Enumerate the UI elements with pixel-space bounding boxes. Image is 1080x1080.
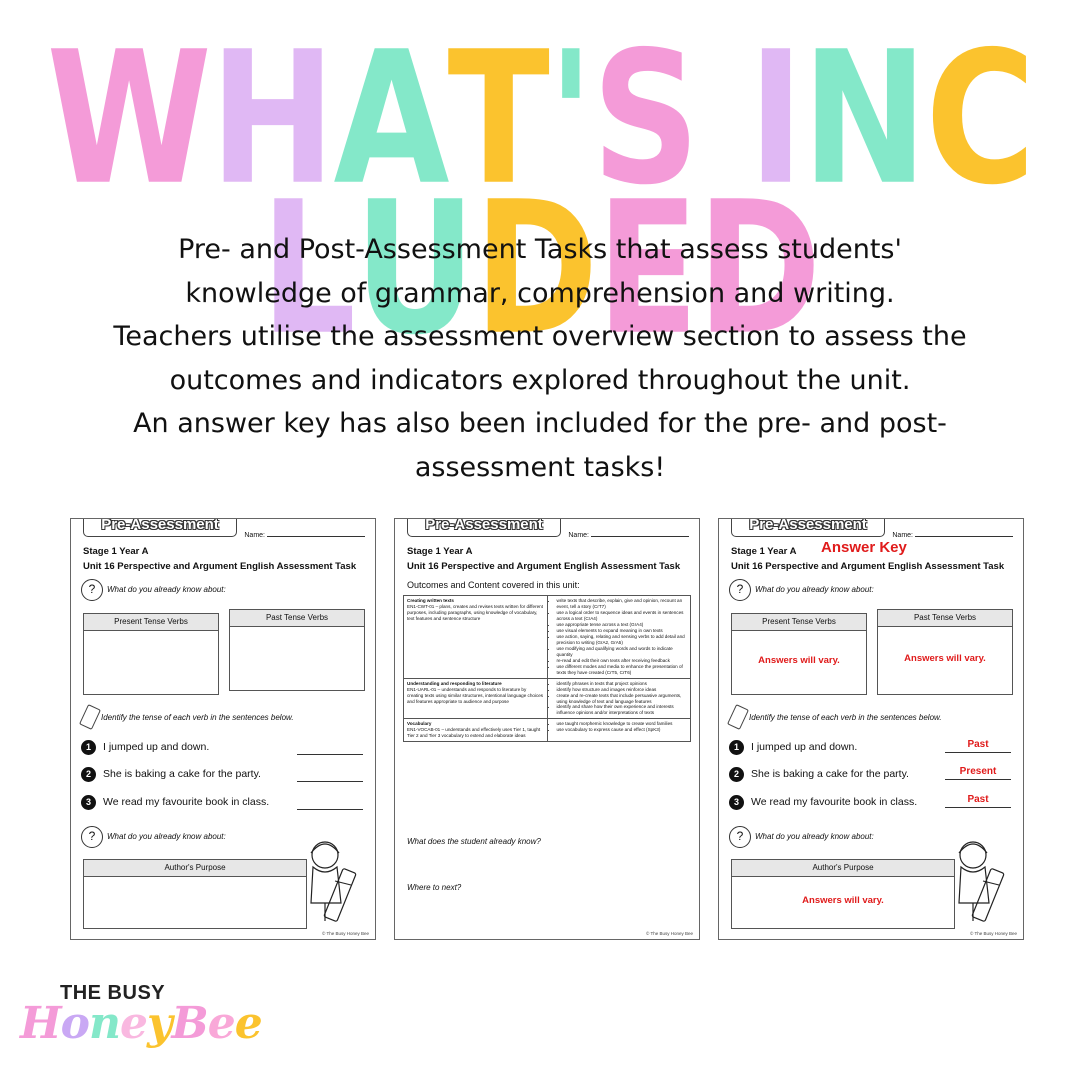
number-badge: 1 bbox=[729, 740, 744, 755]
answer-text: Past bbox=[945, 739, 1011, 753]
indicator-item: • use vocabulary to express cause and effect (SpK3) bbox=[557, 727, 688, 733]
sentence: I jumped up and down. bbox=[103, 741, 210, 753]
title-letter: ' bbox=[547, 13, 592, 226]
where-next-prompt: Where to next? bbox=[407, 883, 462, 892]
outcome-row bbox=[404, 678, 691, 719]
outcome-cell bbox=[404, 678, 548, 719]
brand-logo bbox=[20, 982, 270, 1062]
answer-line bbox=[297, 796, 363, 810]
pre-assessment-tab: Pre-Assessment bbox=[731, 518, 885, 537]
outcomes-title: Outcomes and Content covered in this unit: bbox=[407, 580, 580, 590]
outcome-row bbox=[404, 596, 691, 679]
unit-label: Unit 16 Perspective and Argument English Assessment Task bbox=[83, 561, 357, 572]
prompt-text: What do you already know about: bbox=[755, 585, 874, 594]
indicator-item: • use taught morphemic knowledge to create word families bbox=[557, 721, 688, 727]
sentence: She is baking a cake for the party. bbox=[751, 768, 909, 780]
logo-letter: o bbox=[60, 998, 89, 1049]
sentence: We read my favourite book in class. bbox=[751, 796, 918, 808]
title-letter: D bbox=[696, 163, 820, 376]
footer: © The Busy Honey Bee bbox=[321, 931, 369, 936]
logo-letter: e bbox=[207, 998, 235, 1049]
present-tense-header: Present Tense Verbs bbox=[731, 613, 867, 631]
stage-label: Stage 1 Year A bbox=[407, 546, 473, 557]
authors-purpose-header: Author's Purpose bbox=[731, 859, 955, 877]
logo-letter: e bbox=[234, 998, 262, 1049]
number-badge: 2 bbox=[729, 767, 744, 782]
logo-letter: H bbox=[20, 998, 61, 1049]
indicator-cell bbox=[547, 719, 691, 742]
answer-line bbox=[297, 741, 363, 755]
description-line: An answer key has also been included for the pre- and post- bbox=[133, 408, 947, 439]
logo-letter: n bbox=[88, 998, 120, 1049]
prompt-text: What do you already know about: bbox=[107, 585, 226, 594]
authors-purpose-box bbox=[83, 877, 307, 929]
logo-letter: e bbox=[119, 998, 147, 1049]
indicator-item: • use action, saying, relating and sensing verbs to add detail and precision to writing (GrA2, GrA5) bbox=[557, 634, 688, 646]
outcome-body: EN1-CWT-01 – plans, creates and revises texts written for different purposes, including paragraphs, using knowledge of vocabulary, text features and sentence structure bbox=[407, 603, 543, 621]
indicator-item: • use a logical order to sequence ideas and events in sentences across a text (CrA4) bbox=[557, 610, 688, 622]
outcomes-table bbox=[403, 595, 691, 742]
title-letter: L bbox=[260, 163, 355, 376]
logo-letter: y bbox=[146, 998, 172, 1049]
assessment-overview-page bbox=[394, 518, 700, 940]
description-line: assessment tasks! bbox=[414, 451, 666, 483]
indicator-cell bbox=[547, 678, 691, 719]
unit-label: Unit 16 Perspective and Argument English Assessment Task bbox=[407, 561, 681, 572]
present-tense-box bbox=[83, 631, 219, 695]
footer: © The Busy Honey Bee bbox=[645, 931, 693, 936]
outcome-body: EN1-UARL-01 – understands and responds to literature by creating texts using similar structures, intentional language choices and features appropriate to audience and purpose bbox=[407, 686, 544, 704]
logo-letter: B bbox=[171, 998, 208, 1049]
outcome-cell bbox=[404, 719, 548, 742]
present-tense-answer: Answers will vary. bbox=[731, 631, 867, 695]
pre-assessment-tab: Pre-Assessment bbox=[83, 518, 237, 537]
indicator-item: • create and re-create texts that include persuasive arguments, using knowledge of text and language features bbox=[557, 693, 688, 705]
prompt-text: What do you already know about: bbox=[755, 832, 874, 841]
identify-instruction: Identify the tense of each verb in the sentences below. bbox=[101, 713, 294, 722]
title-letter: D bbox=[473, 163, 597, 376]
sentence: I jumped up and down. bbox=[751, 741, 858, 753]
number-badge: 3 bbox=[81, 795, 96, 810]
outcome-title: Vocabulary bbox=[407, 721, 432, 727]
title-letter: T bbox=[447, 13, 548, 226]
indicator-item: • use visual elements to expand meaning in own texts bbox=[557, 628, 688, 634]
indicator-item: • write texts that describe, explain, give and opinion, recount an event, tell a story (CrT7) bbox=[557, 598, 688, 610]
authors-purpose-answer: Answers will vary. bbox=[731, 877, 955, 929]
footer: © The Busy Honey Bee bbox=[969, 931, 1017, 936]
title-letter: S bbox=[591, 13, 698, 226]
outcome-title: Understanding and responding to literature bbox=[407, 680, 502, 686]
number-badge: 3 bbox=[729, 795, 744, 810]
name-field bbox=[568, 532, 689, 539]
logo-script-text bbox=[20, 998, 262, 1049]
title-letter: A bbox=[333, 13, 448, 226]
outcome-cell bbox=[404, 596, 548, 679]
pre-assessment-page bbox=[70, 518, 376, 940]
question-icon: ? bbox=[729, 826, 751, 848]
name-field bbox=[892, 532, 1013, 539]
answer-key-page bbox=[718, 518, 1024, 940]
number-badge: 2 bbox=[81, 767, 96, 782]
title-letter: E bbox=[596, 163, 697, 376]
indicator-item: • use modifying and qualifying words and words to indicate quantity bbox=[557, 646, 688, 658]
title-letter: U bbox=[354, 163, 474, 376]
description-line: Teachers utilise the assessment overview section to assess the bbox=[113, 321, 967, 352]
authors-purpose-header: Author's Purpose bbox=[83, 859, 307, 877]
question-icon: ? bbox=[81, 826, 103, 848]
name-field bbox=[244, 532, 365, 539]
indicator-item: • identify how structure and images reinforce ideas bbox=[557, 687, 688, 693]
pencil-icon bbox=[79, 704, 101, 730]
past-tense-header: Past Tense Verbs bbox=[877, 609, 1013, 627]
already-know-prompt: What does the student already know? bbox=[407, 837, 541, 846]
description-line: outcomes and indicators explored throughout the unit. bbox=[169, 364, 911, 396]
stage-label: Stage 1 Year A bbox=[731, 546, 797, 557]
name-label: Name: bbox=[892, 532, 913, 539]
description-line: Pre- and Post-Assessment Tasks that assess students' bbox=[178, 234, 902, 265]
title-letter: W bbox=[46, 13, 210, 226]
girl-with-pencil-illustration bbox=[953, 833, 1015, 925]
past-tense-answer: Answers will vary. bbox=[877, 627, 1013, 695]
pencil-icon bbox=[727, 704, 749, 730]
indicator-item: • re-read and edit their own texts after receiving feedback bbox=[557, 658, 688, 664]
indicator-cell bbox=[547, 596, 691, 679]
indicator-item: • identify phrases in texts that project opinions bbox=[557, 681, 688, 687]
answer-text: Past bbox=[945, 794, 1011, 808]
answer-key-label: Answer Key bbox=[821, 539, 907, 556]
sentence: She is baking a cake for the party. bbox=[103, 768, 261, 780]
name-label: Name: bbox=[244, 532, 265, 539]
prompt-text: What do you already know about: bbox=[107, 832, 226, 841]
identify-instruction: Identify the tense of each verb in the sentences below. bbox=[749, 713, 942, 722]
sentence: We read my favourite book in class. bbox=[103, 796, 270, 808]
title-letter: I bbox=[748, 13, 802, 226]
logo-bee bbox=[172, 998, 262, 1049]
present-tense-header: Present Tense Verbs bbox=[83, 613, 219, 631]
outcome-body: EN1-VOCAB-01 – understands and effectively uses Tier 1, taught Tier 2 and Tier 3 vocabulary to extend and elaborate ideas bbox=[407, 727, 541, 739]
question-icon: ? bbox=[729, 579, 751, 601]
number-badge: 1 bbox=[81, 740, 96, 755]
indicator-item: • use appropriate tense across a text (GrA4) bbox=[557, 622, 688, 628]
answer-line bbox=[297, 768, 363, 782]
stage-label: Stage 1 Year A bbox=[83, 546, 149, 557]
indicator-item: • identify and share how their own experience and interests influence opinions and/or interpretations of texts bbox=[557, 704, 688, 716]
pre-assessment-tab: Pre-Assessment bbox=[407, 518, 561, 537]
past-tense-header: Past Tense Verbs bbox=[229, 609, 365, 627]
title-letter: C bbox=[925, 13, 1034, 226]
description bbox=[40, 228, 1040, 489]
question-icon: ? bbox=[81, 579, 103, 601]
logo-honey bbox=[20, 998, 172, 1049]
outcome-title: Creating written texts bbox=[407, 598, 454, 603]
title-letter: H bbox=[209, 13, 334, 226]
girl-with-pencil-illustration bbox=[305, 833, 367, 925]
unit-label: Unit 16 Perspective and Argument English Assessment Task bbox=[731, 561, 1005, 572]
description-line: knowledge of grammar, comprehension and writing. bbox=[185, 277, 895, 309]
title-letter: N bbox=[801, 13, 926, 226]
answer-text: Present bbox=[945, 766, 1011, 780]
logo-top-text: THE BUSY bbox=[60, 982, 166, 1004]
indicator-item: • use different modes and media to enhance the presentation of texts they have created (CrT5, CrT6) bbox=[557, 664, 688, 676]
name-label: Name: bbox=[568, 532, 589, 539]
outcome-row bbox=[404, 719, 691, 742]
past-tense-box bbox=[229, 627, 365, 691]
